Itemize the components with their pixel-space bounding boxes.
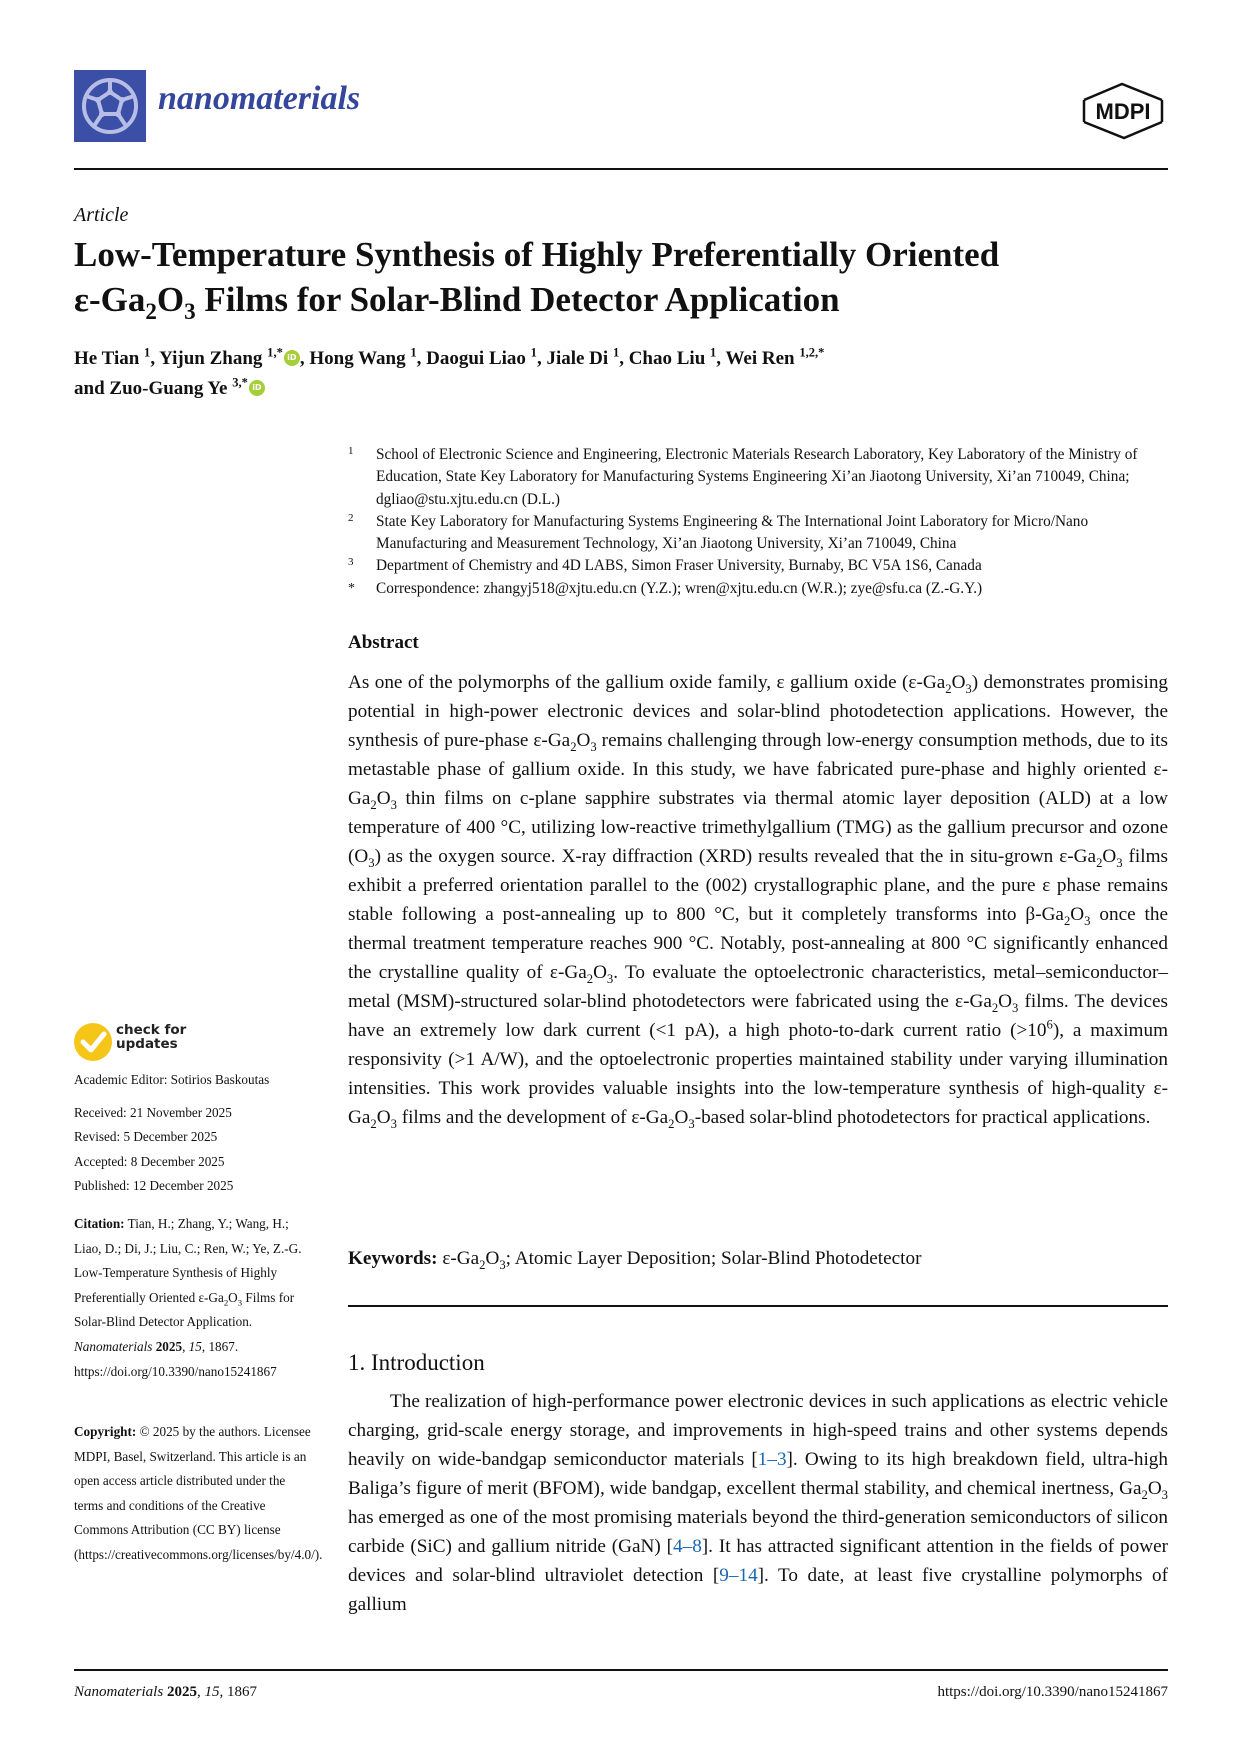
orcid-icon[interactable]: iD xyxy=(249,380,265,396)
subscript: 2 xyxy=(586,971,594,986)
subscript: 2 xyxy=(479,1257,486,1272)
orcid-icon[interactable]: iD xyxy=(284,350,300,366)
author-name[interactable]: Chao Liu xyxy=(628,348,711,369)
affiliation-mark: 3 xyxy=(348,556,354,569)
article-dates xyxy=(74,1068,314,1199)
article-type: Article xyxy=(74,204,129,226)
footer-citation: Nanomaterials 2025, 15, 1867 xyxy=(74,1684,257,1700)
subscript: 2 xyxy=(223,1297,229,1308)
subscript: 2 xyxy=(991,1000,999,1015)
reference-link[interactable]: 1–3 xyxy=(757,1449,787,1470)
keywords-list: $\varepsilon-Ga_2O_3$; Atomic Layer Deposition; Solar-Blind Photodetector xyxy=(437,1248,922,1272)
author-list: He Tian $^1$, Yijun Zhang $^{1,*}$ iD , Hong Wang $^1$, Daogui Liao $^1$, Jiale Di $^1$, Chao Liu $^1$, Wei Ren $^{1,2,*}$ and Zuo-Guang Ye $^{3,*}$ iD xyxy=(74,345,825,399)
footer-divider xyxy=(74,1669,1168,1671)
reference-link[interactable]: 9–14 xyxy=(719,1565,758,1586)
subscript: 3 xyxy=(1084,913,1091,928)
author-affiliation-mark: 1,2,* xyxy=(799,345,825,360)
header-divider xyxy=(74,168,1168,170)
subscript: 2 xyxy=(1063,913,1071,928)
check-for-updates-line1: check for xyxy=(116,1022,187,1038)
article-title xyxy=(74,232,1174,322)
received-date: Received: 21 November 2025 xyxy=(74,1104,232,1120)
subscript: 3 xyxy=(368,855,375,870)
abstract-heading: Abstract xyxy=(348,632,419,653)
author-affiliation-mark: 1 xyxy=(710,345,717,360)
mdpi-hexagon-icon xyxy=(1078,82,1168,140)
author-name[interactable]: Yijun Zhang xyxy=(159,348,268,369)
bold-text: 2025 xyxy=(155,1338,183,1354)
affiliation-text: School of Electronic Science and Engineering, Electronic Materials Research Laboratory, Key Laboratory of the Ministry of Education, State Key Laboratory for Manufacturing Systems Engineering Xi’an Jiaotong University, Xi’an 710049, China; dgliao@stu.xjtu.edu.cn (D.L.) xyxy=(376,446,1138,508)
author-affiliation-mark: 1 xyxy=(612,345,620,360)
subscript: 2 xyxy=(370,1116,377,1131)
published-date: Published: 12 December 2025 xyxy=(74,1178,234,1193)
affiliation-item xyxy=(348,444,1168,511)
affiliation-text: Department of Chemistry and 4D LABS, Simon Fraser University, Burnaby, BC V5A 1S6, Canada xyxy=(376,557,982,575)
affiliation-item xyxy=(348,511,1168,556)
mdpi-logo[interactable] xyxy=(1078,82,1168,140)
footer-journal: Nanomaterials xyxy=(74,1684,164,1700)
author-name[interactable]: Hong Wang xyxy=(309,348,411,369)
check-badge-icon xyxy=(74,1023,112,1061)
affiliation-mark: * xyxy=(348,580,355,596)
citation-text: Tian, H.; Zhang, Y.; Wang, H.; Liao, D.; Di, J.; Liu, C.; Ren, W.; Ye, Z.-G. Low-Temperature Synthesis of Highly Preferentially Oriented $\varepsilon-Ga_2O_3$ Films for Solar-Blind Detector Application. Nanomaterials 2025, 15, 1867. https://doi.org/10.3390/nano15241867 xyxy=(74,1216,302,1379)
subscript: 2 xyxy=(370,797,377,812)
affiliation-mark: 1 xyxy=(348,445,354,457)
subscript: 3 xyxy=(606,971,614,986)
correspondence xyxy=(348,578,1168,600)
affiliation-text: Correspondence: zhangyj518@xjtu.edu.cn (Y.Z.); wren@xjtu.edu.cn (W.R.); zye@sfu.ca (Z.-G.Y.) xyxy=(376,579,983,597)
author-name[interactable]: Wei Ren xyxy=(725,348,800,369)
abstract-text: As one of the polymorphs of the gallium oxide family, ε gallium oxide $(\varepsilon-Ga_2O_3)$ demonstrates promising potential in high-power electronic devices and solar-blind photodetection applications. However, the synthesis of pure-phase $\varepsilon-Ga_2O_3$ remains challenging through low-energy consumption methods, due to its metastable phase of gallium oxide. In this study, we have fabricated pure-phase and highly oriented $\varepsilon-Ga_2O_3$ thin films on c-plane sapphire substrates via thermal atomic layer deposition (ALD) at a low temperature of 400 °C, utilizing low-reactive trimethylgallium (TMG) as the gallium precursor and ozone $(O_3)$ as the oxygen source. X-ray diffraction (XRD) results revealed that the in situ-grown $\varepsilon-Ga_2O_3$ films exhibit a preferred orientation parallel to the (002) crystallographic plane, and the pure ε phase remains stable following a post-annealing up to 800 °C, but it completely transforms into $\beta-Ga_2O_3$ once the thermal treatment temperature reaches 900 °C. Notably, post-annealing at 800 °C significantly enhanced the crystalline quality of $\varepsilon-Ga_2O_3$. To evaluate the optoelectronic characteristics, metal–semiconductor–metal (MSM)-structured solar-blind photodetectors were fabricated using the $\varepsilon-Ga_2O_3$ films. The devices have an extremely low dark current (<1 pA), a high photo-to-dark current ratio $(>10^6)$, a maximum responsivity (>1 A/W), and the optoelectronic properties maintained stability under varying illumination intensities. This work provides valuable insights into the low-temperature synthesis of high-quality $\varepsilon-Ga_2O_3$ films and the development of $\varepsilon-Ga_2O_3$-based solar-blind photodetectors for practical applications. xyxy=(348,672,1169,1131)
check-for-updates-line2: updates xyxy=(116,1036,178,1052)
keywords-label: Keywords: xyxy=(348,1248,438,1269)
author-affiliation-mark: 1,* xyxy=(267,345,283,360)
revised-date: Revised: 5 December 2025 xyxy=(74,1129,218,1144)
footer-doi-link[interactable]: https://doi.org/10.3390/nano15241867 xyxy=(937,1684,1168,1700)
copyright-text: © 2025 by the authors. Licensee MDPI, Basel, Switzerland. This article is an open access article distributed under the terms and conditions of the Creative Commons Attribution (CC BY) license (https://creativecommons.org/licenses/by/4.0/). xyxy=(74,1424,323,1562)
affiliations xyxy=(348,444,1168,600)
affiliation-item xyxy=(348,555,1168,577)
subscript: 2 xyxy=(1141,1487,1148,1502)
subscript: 3 xyxy=(390,1116,397,1131)
subscript: 2 xyxy=(1096,855,1103,870)
subscript: 2 xyxy=(668,1116,675,1131)
mdpi-text: MDPI xyxy=(1095,99,1151,124)
subscript: 3 xyxy=(590,739,597,754)
journal-logo[interactable] xyxy=(74,70,146,142)
subscript: 3 xyxy=(390,797,397,812)
author-name[interactable]: He Tian xyxy=(74,348,145,369)
subscript: 3 xyxy=(237,1297,243,1308)
copyright-label: Copyright: xyxy=(74,1424,137,1439)
keywords xyxy=(348,1248,1168,1270)
accepted-date: Accepted: 8 December 2025 xyxy=(74,1153,225,1169)
affiliation-text: State Key Laboratory for Manufacturing Systems Engineering & The International Joint Laboratory for Micro/Nano Manufacturing and Measurement Technology, Xi’an Jiaotong University, Xi’an 710049, China xyxy=(376,512,1089,553)
footer-year: 2025 xyxy=(166,1684,197,1700)
affiliation-mark: 2 xyxy=(348,511,354,524)
section-divider xyxy=(348,1305,1168,1307)
superscript: 6 xyxy=(1046,1017,1053,1032)
author-name[interactable]: Zuo-Guang Ye xyxy=(109,378,233,399)
author-name[interactable]: Daogui Liao xyxy=(426,348,531,369)
title-line-1: Low-Temperature Synthesis of Highly Preferentially Oriented xyxy=(74,235,1000,274)
subscript: 3 xyxy=(1116,855,1123,870)
footer-article-number: 1867 xyxy=(226,1684,257,1700)
author-affiliation-mark: 1 xyxy=(410,345,417,360)
subscript: 3 xyxy=(688,1116,695,1131)
subscript: 2 xyxy=(945,681,952,696)
author-name[interactable]: Jiale Di xyxy=(546,348,613,369)
author-affiliation-mark: 1 xyxy=(144,345,151,360)
footer-volume: 15 xyxy=(204,1684,220,1700)
introduction-heading: 1. Introduction xyxy=(348,1350,485,1375)
author-affiliation-mark: 3,* xyxy=(232,375,248,390)
subscript: 2 xyxy=(570,739,577,754)
subscript: 3 xyxy=(1012,1000,1019,1015)
citation-block xyxy=(74,1212,314,1384)
citation-label: Citation: xyxy=(74,1216,125,1231)
italic-text: Nanomaterials xyxy=(74,1338,153,1354)
italic-text: 15 xyxy=(188,1338,202,1354)
author-affiliation-mark: 1 xyxy=(530,345,537,360)
copyright-block xyxy=(74,1420,323,1568)
title-line-2: $\varepsilon-Ga_2O_3$ Films for Solar-Blind Detector Application xyxy=(74,280,840,324)
subscript: 3 xyxy=(499,1257,506,1272)
subscript: 3 xyxy=(965,681,972,696)
reference-link[interactable]: 4–8 xyxy=(673,1536,702,1557)
introduction-text: The realization of high-performance power electronic devices in such applications as electric vehicle charging, grid-scale energy storage, and improvements in high-speed trains and other systems depends heavily on wide-bandgap semiconductor materials [1–3]. Owing to its high breakdown field, ultra-high Baliga’s figure of merit (BFOM), wide bandgap, excellent thermal stability, and chemical inertness, $Ga_2O_3$ has emerged as one of the most promising materials beyond the third-generation semiconductors of silicon carbide (SiC) and gallium nitride (GaN) [4–8]. It has attracted significant attention in the fields of power devices and solar-blind ultraviolet detection [9–14]. To date, at least five crystalline polymorphs of gallium xyxy=(348,1391,1168,1615)
subscript: 3 xyxy=(1161,1487,1168,1502)
buckyball-icon xyxy=(74,70,146,142)
academic-editor: Academic Editor: Sotirios Baskoutas xyxy=(74,1072,270,1087)
journal-name[interactable]: nanomaterials xyxy=(158,80,361,117)
